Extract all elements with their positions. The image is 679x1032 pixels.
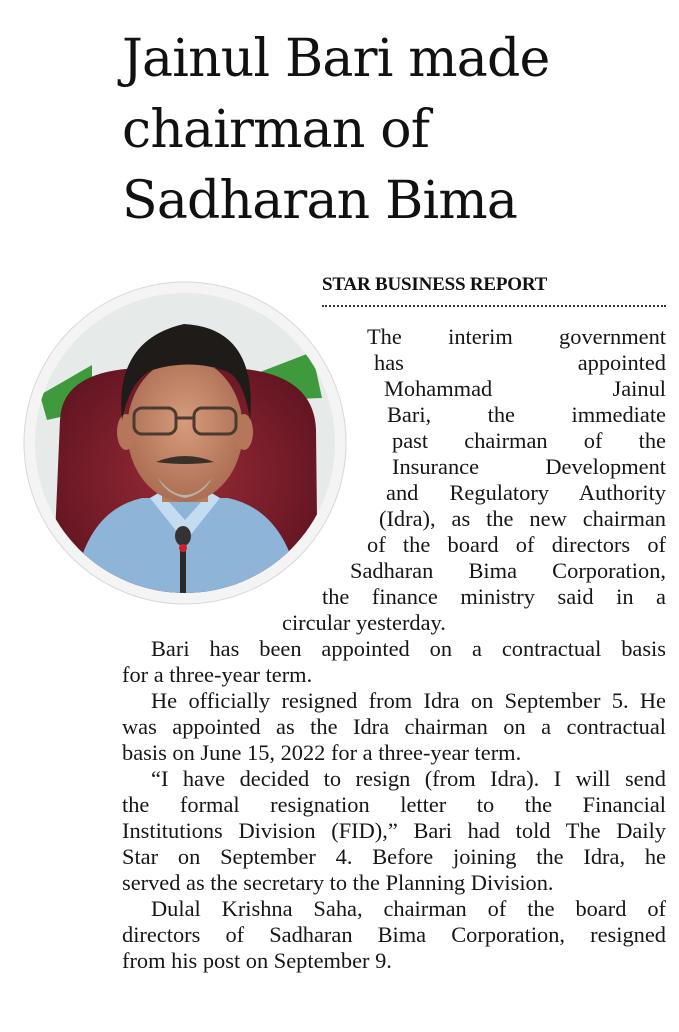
text-line: and Regulatory Authority — [386, 480, 666, 505]
headline-line-1: Jainul Bari made — [122, 29, 550, 89]
article-paragraph-4 — [122, 766, 666, 896]
text-line: Mohammad Jainul — [384, 376, 666, 401]
text-line: Sadharan Bima Corporation, — [350, 558, 666, 583]
text-line: has appointed — [374, 350, 666, 375]
text-line: Bari has been appointed on a contractual basis — [151, 636, 666, 661]
article-paragraph-1 — [122, 324, 666, 636]
text-line: Institutions Division (FID),” Bari had told The Daily — [122, 818, 666, 843]
text-line: for a three-year term. — [122, 662, 313, 687]
text-line: Insurance Development — [392, 454, 666, 479]
text-line: directors of Sadharan Bima Corporation, resigned — [122, 922, 666, 947]
text-line: of the board of directors of — [367, 532, 666, 557]
byline: STAR BUSINESS REPORT — [322, 274, 548, 295]
text-line: from his post on September 9. — [122, 948, 392, 973]
text-line: was appointed as the Idra chairman on a contractual — [122, 714, 666, 739]
text-line: past chairman of the — [392, 428, 666, 453]
text-line: served as the secretary to the Planning Division. — [122, 870, 554, 895]
text-line: Dulal Krishna Saha, chairman of the board of — [151, 896, 666, 921]
text-line: the formal resignation letter to the Financial — [122, 792, 666, 817]
article-body — [122, 324, 666, 974]
text-line: “I have decided to resign (from Idra). I will send — [151, 766, 666, 791]
text-line: He officially resigned from Idra on September 5. He — [151, 688, 666, 713]
text-line: The interim government — [367, 324, 666, 349]
text-line: Star on September 4. Before joining the Idra, he — [122, 844, 666, 869]
byline-divider — [322, 305, 666, 307]
text-line: Bari, the immediate — [387, 402, 666, 427]
headline-line-2: chairman of — [122, 100, 430, 160]
headline-line-3: Sadharan Bima — [122, 171, 518, 231]
text-line: basis on June 15, 2022 for a three-year term. — [122, 740, 522, 765]
text-line: the finance ministry said in a — [322, 584, 666, 609]
article-paragraph-3 — [122, 688, 666, 766]
article-paragraph-5 — [122, 896, 666, 974]
headline — [122, 24, 672, 237]
article-paragraph-2 — [122, 636, 666, 688]
text-line: circular yesterday. — [282, 610, 446, 635]
text-line: (Idra), as the new chairman — [379, 506, 666, 531]
